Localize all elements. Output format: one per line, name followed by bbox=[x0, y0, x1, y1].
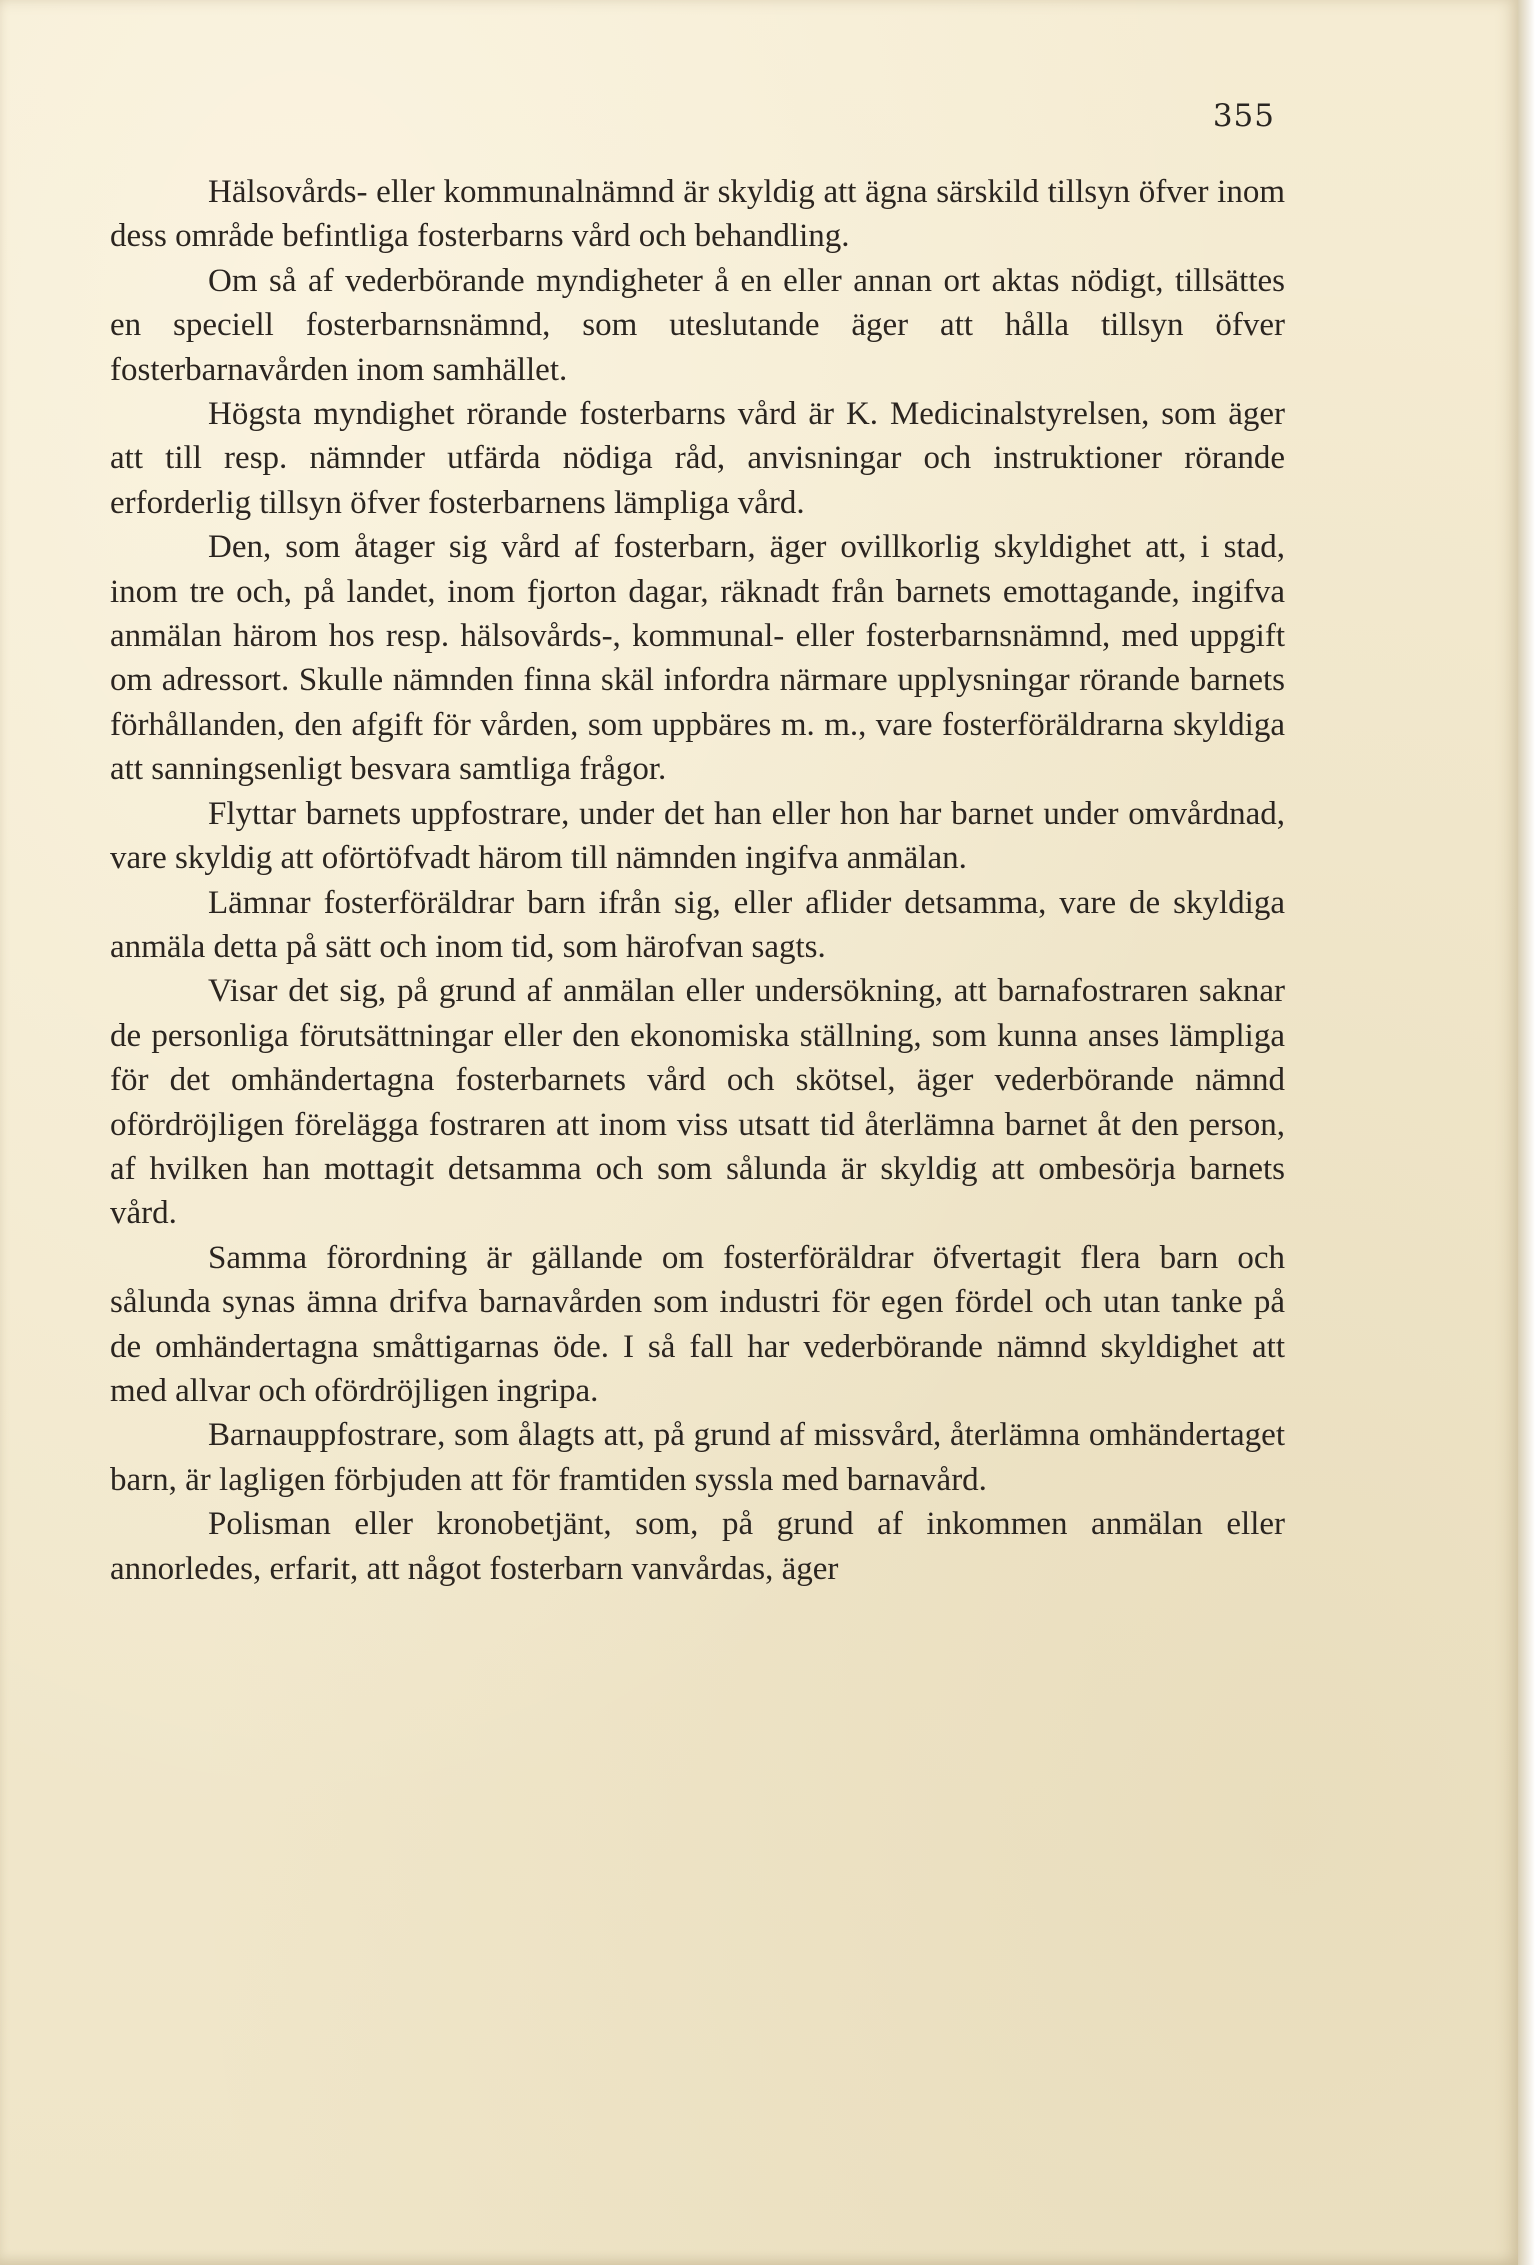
page-edge bbox=[1518, 0, 1535, 2265]
paragraph: Lämnar fosterföräldrar barn ifrån sig, eller aflider detsamma, vare de skyldiga anmäla detta på sätt och inom tid, som härofvan sagts. bbox=[110, 884, 1285, 965]
page-number: 355 bbox=[1212, 98, 1275, 134]
paragraph: Barnauppfostrare, som ålagts att, på grund af missvård, återlämna omhändertaget barn, är lagligen förbjuden att för framtiden syssla med barnavård. bbox=[110, 1417, 1285, 1498]
paragraph: Flyttar barnets uppfostrare, under det han eller hon har barnet under omvårdnad, vare skyldig att oförtöfvadt härom till nämnden ingifva anmälan. bbox=[110, 795, 1285, 877]
paragraph: Visar det sig, på grund af anmälan eller undersökning, att barnafostraren saknar de personliga förutsättningar eller den ekonomiska ställning, som kunna anses lämpliga för det omhändertagna fosterbarnets vård och skötsel, äger vederbörande nämnd ofördröjligen förelägga fostraren att inom viss utsatt tid återlämna barnet åt den person, af hvilken han mottagit detsamma och som sålunda är skyldig att ombesörja barnets vård. bbox=[110, 973, 1285, 1232]
paragraph: Hälsovårds- eller kommunalnämnd är skyldig att ägna särskild tillsyn öfver inom dess område befintliga fosterbarns vård och behandling. bbox=[110, 174, 1285, 255]
paragraph: Samma förordning är gällande om fosterföräldrar öfvertagit flera barn och sålunda synas ämna drifva barnavården som industri för egen fördel och utan tanke på de omhändertagna småttigarnas öde. I så fall har vederbörande nämnd skyldighet att med allvar och ofördröjligen ingripa. bbox=[110, 1239, 1285, 1409]
body-text bbox=[110, 170, 1285, 1591]
paragraph: Om så af vederbörande myndigheter å en eller annan ort aktas nödigt, tillsättes en speciell fosterbarnsnämnd, som uteslutande äger att hålla tillsyn öfver fosterbarnavården inom samhället. bbox=[110, 262, 1285, 388]
paragraph: Högsta myndighet rörande fosterbarns vård är K. Medicinalstyrelsen, som äger att till resp. nämnder utfärda nödiga råd, anvisningar och instruktioner rörande erforderlig tillsyn öfver fosterbarnens lämpliga vård. bbox=[110, 396, 1285, 521]
paragraph: Den, som åtager sig vård af fosterbarn, äger ovillkorlig skyldighet att, i stad, inom tre och, på landet, inom fjorton dagar, räknadt från barnets emottagande, ingifva anmälan härom hos resp. hälsovårds-, kommunal- eller fosterbarnsnämnd, med uppgift om adressort. Skulle nämnden finna skäl infordra närmare upplysningar rörande barnets förhållanden, den afgift för vården, som uppbäres m. m., vare fosterföräldrarna skyldiga att sanningsenligt besvara samtliga frågor. bbox=[110, 529, 1285, 788]
paragraph: Polisman eller kronobetjänt, som, på grund af inkommen anmälan eller annorledes, erfarit, att något fosterbarn vanvårdas, äger bbox=[110, 1506, 1285, 1587]
